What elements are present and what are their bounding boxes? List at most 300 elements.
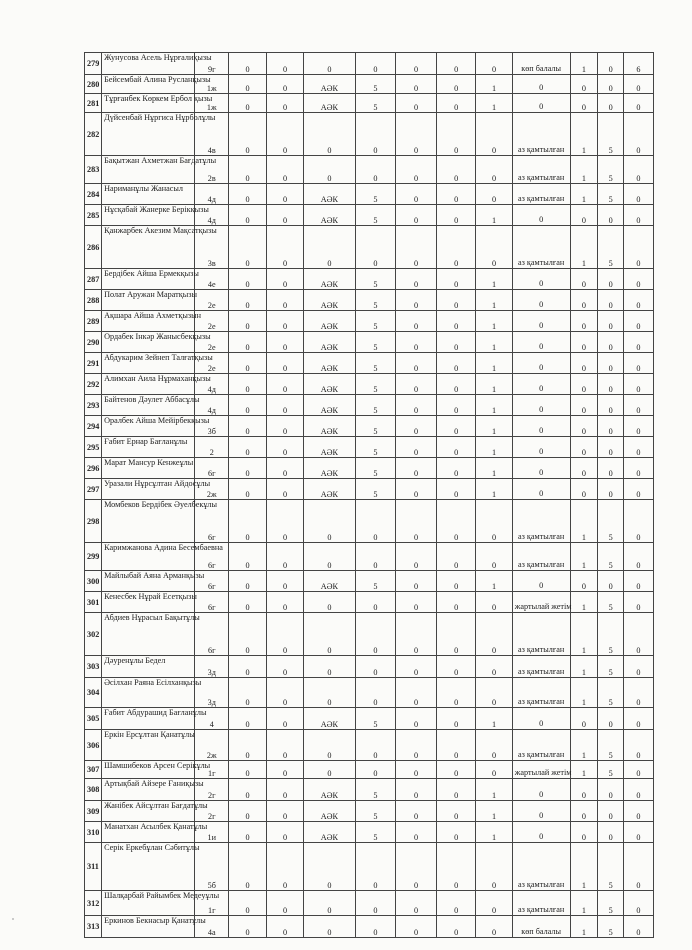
value-cell: 0: [570, 205, 598, 226]
value-cell: 0: [266, 678, 303, 708]
value-cell: 0: [229, 822, 266, 843]
value-cell: 0: [355, 678, 396, 708]
class-cell: 5б: [195, 843, 229, 891]
value-cell: 0: [436, 656, 476, 678]
value-cell: 0: [396, 891, 437, 916]
row-number: 302: [85, 613, 102, 656]
value-cell: 0: [436, 374, 476, 395]
class-cell: 2е: [195, 290, 229, 311]
value-cell: 1: [476, 311, 512, 332]
value-cell: 1: [570, 761, 598, 779]
value-cell: 0: [623, 113, 653, 156]
value-cell: 5: [598, 613, 624, 656]
value-cell: 0: [266, 708, 303, 730]
status-cell: көп балалы: [512, 53, 570, 75]
value-cell: 5: [598, 226, 624, 269]
value-cell: 5: [355, 75, 396, 94]
row-number: 304: [85, 678, 102, 708]
row-number: 303: [85, 656, 102, 678]
row-number: 291: [85, 353, 102, 374]
value-cell: 0: [436, 458, 476, 479]
student-name: Нариманұлы Жанасыл: [102, 184, 195, 205]
row-number: 312: [85, 891, 102, 916]
value-cell: 0: [598, 416, 624, 437]
value-cell: 0: [396, 916, 437, 938]
value-cell: 0: [623, 374, 653, 395]
status-cell: 0: [512, 374, 570, 395]
value-cell: 0: [623, 226, 653, 269]
value-cell: 0: [266, 94, 303, 113]
class-cell: 6г: [195, 543, 229, 571]
value-cell: 0: [266, 592, 303, 613]
value-cell: 0: [396, 94, 437, 113]
value-cell: 0: [436, 184, 476, 205]
status-cell: 0: [512, 75, 570, 94]
status-cell: 0: [512, 571, 570, 592]
status-cell: аз қамтылған: [512, 678, 570, 708]
value-cell: 0: [436, 269, 476, 290]
value-cell: АӘК: [304, 822, 355, 843]
student-name: Бақытжан Ахметжан Бағдатұлы: [102, 156, 195, 184]
value-cell: 0: [598, 332, 624, 353]
value-cell: 0: [570, 458, 598, 479]
table-row: [85, 113, 654, 156]
status-cell: 0: [512, 205, 570, 226]
value-cell: 0: [266, 458, 303, 479]
value-cell: 1: [476, 75, 512, 94]
student-name: Кенесбек Нұрай Есетқызы: [102, 592, 195, 613]
table-row: [85, 311, 654, 332]
value-cell: АӘК: [304, 290, 355, 311]
value-cell: 1: [476, 822, 512, 843]
value-cell: 5: [598, 656, 624, 678]
value-cell: 0: [623, 353, 653, 374]
value-cell: 0: [396, 416, 437, 437]
row-number: 298: [85, 500, 102, 543]
value-cell: 0: [229, 708, 266, 730]
value-cell: 0: [266, 779, 303, 801]
class-cell: 4д: [195, 374, 229, 395]
value-cell: 0: [623, 916, 653, 938]
value-cell: 0: [570, 290, 598, 311]
value-cell: 1: [476, 332, 512, 353]
value-cell: 0: [476, 916, 512, 938]
student-name: Артықбай Айзере Ғаниқызы: [102, 779, 195, 801]
value-cell: 5: [355, 353, 396, 374]
table-row: [85, 332, 654, 353]
value-cell: 0: [266, 500, 303, 543]
value-cell: 5: [598, 916, 624, 938]
class-cell: 6г: [195, 500, 229, 543]
value-cell: 0: [266, 843, 303, 891]
value-cell: 0: [229, 437, 266, 458]
student-name: Оралбек Айша Мейірбекқызы: [102, 416, 195, 437]
value-cell: 0: [436, 332, 476, 353]
student-name: Серік Еркебұлан Сәбитұлы: [102, 843, 195, 891]
value-cell: 0: [598, 374, 624, 395]
value-cell: 0: [355, 156, 396, 184]
value-cell: 0: [623, 843, 653, 891]
table-row: [85, 437, 654, 458]
value-cell: 0: [436, 761, 476, 779]
table-row: [85, 94, 654, 113]
value-cell: 0: [436, 416, 476, 437]
status-cell: аз қамтылған: [512, 184, 570, 205]
status-cell: аз қамтылған: [512, 656, 570, 678]
value-cell: 0: [229, 94, 266, 113]
value-cell: 0: [436, 891, 476, 916]
row-number: 308: [85, 779, 102, 801]
student-name: Ғабит Ернар Бағланұлы: [102, 437, 195, 458]
student-name: Алимхан Аила Нұрмаханқызы: [102, 374, 195, 395]
row-number: 306: [85, 730, 102, 761]
value-cell: 0: [396, 708, 437, 730]
value-cell: 0: [476, 613, 512, 656]
value-cell: 0: [570, 708, 598, 730]
value-cell: 0: [355, 113, 396, 156]
value-cell: 0: [266, 205, 303, 226]
value-cell: 0: [266, 395, 303, 416]
row-number: 280: [85, 75, 102, 94]
table-row: [85, 779, 654, 801]
value-cell: 0: [355, 843, 396, 891]
value-cell: 1: [476, 708, 512, 730]
value-cell: 1: [570, 730, 598, 761]
value-cell: 0: [396, 184, 437, 205]
value-cell: 0: [476, 891, 512, 916]
value-cell: 0: [304, 113, 355, 156]
value-cell: 0: [476, 730, 512, 761]
value-cell: 5: [355, 708, 396, 730]
class-cell: 2: [195, 437, 229, 458]
status-cell: 0: [512, 479, 570, 500]
table-row: [85, 891, 654, 916]
value-cell: 1: [570, 916, 598, 938]
value-cell: 0: [436, 205, 476, 226]
value-cell: 1: [570, 891, 598, 916]
table-row: [85, 479, 654, 500]
value-cell: 0: [266, 184, 303, 205]
value-cell: 0: [476, 678, 512, 708]
student-name: Нұсқабай Жанерке Берікқызы: [102, 205, 195, 226]
value-cell: 1: [476, 437, 512, 458]
student-name: Еркинов Бекнасыр Қанатұлы: [102, 916, 195, 938]
value-cell: 0: [229, 761, 266, 779]
value-cell: 0: [623, 656, 653, 678]
status-cell: 0: [512, 290, 570, 311]
student-name: Жанібек Айсұлтан Бағдатұлы: [102, 801, 195, 822]
row-number: 307: [85, 761, 102, 779]
table-row: [85, 843, 654, 891]
row-number: 299: [85, 543, 102, 571]
value-cell: 1: [570, 226, 598, 269]
student-name: Әсілхан Раяна Есілханқызы: [102, 678, 195, 708]
value-cell: 0: [229, 843, 266, 891]
value-cell: 0: [598, 458, 624, 479]
value-cell: 0: [623, 75, 653, 94]
value-cell: 0: [598, 75, 624, 94]
value-cell: 0: [598, 708, 624, 730]
value-cell: 0: [623, 779, 653, 801]
value-cell: 0: [623, 290, 653, 311]
class-cell: 1и: [195, 822, 229, 843]
value-cell: 0: [266, 374, 303, 395]
value-cell: АӘК: [304, 801, 355, 822]
value-cell: 0: [396, 374, 437, 395]
class-cell: 3б: [195, 416, 229, 437]
class-cell: 3в: [195, 226, 229, 269]
row-number: 283: [85, 156, 102, 184]
row-number: 309: [85, 801, 102, 822]
value-cell: 0: [229, 458, 266, 479]
student-name: Ғабит Абдурашид Бағланұлы: [102, 708, 195, 730]
value-cell: 0: [436, 53, 476, 75]
value-cell: 1: [476, 571, 512, 592]
value-cell: 0: [229, 730, 266, 761]
value-cell: 5: [355, 479, 396, 500]
value-cell: 1: [476, 94, 512, 113]
student-name: Майлыбай Аяна Арманқызы: [102, 571, 195, 592]
value-cell: 0: [266, 75, 303, 94]
value-cell: 0: [266, 269, 303, 290]
value-cell: 0: [229, 332, 266, 353]
value-cell: 0: [476, 656, 512, 678]
row-number: 290: [85, 332, 102, 353]
value-cell: 0: [396, 500, 437, 543]
value-cell: 0: [623, 708, 653, 730]
value-cell: 0: [355, 761, 396, 779]
row-number: 301: [85, 592, 102, 613]
value-cell: 0: [229, 916, 266, 938]
status-cell: аз қамтылған: [512, 891, 570, 916]
value-cell: 0: [623, 543, 653, 571]
table-row: [85, 374, 654, 395]
class-cell: 2г: [195, 779, 229, 801]
value-cell: 5: [598, 184, 624, 205]
value-cell: 0: [396, 290, 437, 311]
value-cell: 0: [598, 571, 624, 592]
value-cell: 0: [396, 822, 437, 843]
value-cell: 0: [476, 843, 512, 891]
value-cell: 0: [598, 822, 624, 843]
value-cell: 0: [396, 730, 437, 761]
class-cell: 3д: [195, 678, 229, 708]
student-name: Шалқарбай Райымбек Медеуұлы: [102, 891, 195, 916]
value-cell: 0: [396, 779, 437, 801]
value-cell: 5: [355, 290, 396, 311]
value-cell: 1: [476, 290, 512, 311]
value-cell: 1: [570, 543, 598, 571]
value-cell: 0: [570, 395, 598, 416]
value-cell: 0: [304, 916, 355, 938]
student-name: Бердібек Айша Ермекқызы: [102, 269, 195, 290]
value-cell: 0: [355, 656, 396, 678]
value-cell: 0: [304, 613, 355, 656]
value-cell: 0: [598, 801, 624, 822]
value-cell: 0: [229, 678, 266, 708]
table-row: [85, 290, 654, 311]
value-cell: 0: [623, 500, 653, 543]
value-cell: АӘК: [304, 437, 355, 458]
value-cell: 0: [436, 479, 476, 500]
status-cell: 0: [512, 779, 570, 801]
class-cell: 6г: [195, 571, 229, 592]
status-cell: 0: [512, 332, 570, 353]
value-cell: 1: [476, 479, 512, 500]
value-cell: 0: [436, 916, 476, 938]
value-cell: АӘК: [304, 353, 355, 374]
value-cell: 0: [229, 395, 266, 416]
value-cell: 0: [304, 730, 355, 761]
value-cell: 0: [476, 226, 512, 269]
student-name: Абдиев Нұрасыл Бақытұлы: [102, 613, 195, 656]
value-cell: 1: [570, 678, 598, 708]
value-cell: АӘК: [304, 184, 355, 205]
table-row: [85, 761, 654, 779]
value-cell: 0: [623, 184, 653, 205]
value-cell: 0: [623, 479, 653, 500]
value-cell: 0: [266, 479, 303, 500]
value-cell: 0: [229, 156, 266, 184]
table-row: [85, 592, 654, 613]
value-cell: 0: [436, 822, 476, 843]
value-cell: 0: [229, 891, 266, 916]
value-cell: 0: [396, 269, 437, 290]
value-cell: 0: [623, 678, 653, 708]
value-cell: 5: [355, 822, 396, 843]
value-cell: 1: [570, 500, 598, 543]
value-cell: 0: [598, 290, 624, 311]
value-cell: 5: [355, 374, 396, 395]
value-cell: 0: [436, 801, 476, 822]
value-cell: 0: [623, 205, 653, 226]
table-row: [85, 458, 654, 479]
class-cell: 4а: [195, 916, 229, 938]
row-number: 288: [85, 290, 102, 311]
value-cell: 0: [229, 779, 266, 801]
student-table: [84, 52, 654, 938]
value-cell: 0: [355, 891, 396, 916]
value-cell: 0: [229, 311, 266, 332]
value-cell: 0: [396, 353, 437, 374]
value-cell: 0: [266, 416, 303, 437]
value-cell: 5: [355, 437, 396, 458]
value-cell: 0: [396, 311, 437, 332]
value-cell: 0: [476, 500, 512, 543]
value-cell: 6: [623, 53, 653, 75]
value-cell: 0: [598, 437, 624, 458]
status-cell: аз қамтылған: [512, 113, 570, 156]
status-cell: аз қамтылған: [512, 226, 570, 269]
value-cell: 0: [623, 761, 653, 779]
value-cell: 0: [396, 75, 437, 94]
value-cell: 0: [476, 592, 512, 613]
table-row: [85, 156, 654, 184]
row-number: 295: [85, 437, 102, 458]
value-cell: 0: [229, 613, 266, 656]
class-cell: 1г: [195, 891, 229, 916]
value-cell: 0: [623, 416, 653, 437]
row-number: 305: [85, 708, 102, 730]
value-cell: 0: [266, 226, 303, 269]
value-cell: 0: [570, 437, 598, 458]
value-cell: 5: [355, 332, 396, 353]
value-cell: 0: [436, 613, 476, 656]
value-cell: 0: [229, 479, 266, 500]
value-cell: 0: [570, 822, 598, 843]
value-cell: 0: [570, 374, 598, 395]
value-cell: 0: [436, 226, 476, 269]
value-cell: 5: [355, 184, 396, 205]
value-cell: 0: [266, 53, 303, 75]
status-cell: 0: [512, 416, 570, 437]
student-name: Қанжарбек Акезим Мақсатқызы: [102, 226, 195, 269]
row-number: 285: [85, 205, 102, 226]
value-cell: 0: [229, 184, 266, 205]
value-cell: 0: [266, 613, 303, 656]
value-cell: 0: [623, 395, 653, 416]
student-name: Манатхан Асылбек Қанатұлы: [102, 822, 195, 843]
value-cell: 0: [436, 592, 476, 613]
value-cell: 0: [396, 53, 437, 75]
student-name: Момбеков Бердібек Әуелбекұлы: [102, 500, 195, 543]
value-cell: 0: [598, 53, 624, 75]
status-cell: 0: [512, 94, 570, 113]
value-cell: 0: [476, 156, 512, 184]
value-cell: 0: [229, 592, 266, 613]
status-cell: 0: [512, 437, 570, 458]
value-cell: 0: [355, 613, 396, 656]
value-cell: 5: [598, 156, 624, 184]
value-cell: 0: [266, 543, 303, 571]
row-number: 310: [85, 822, 102, 843]
status-cell: аз қамтылған: [512, 543, 570, 571]
value-cell: 0: [266, 801, 303, 822]
value-cell: 0: [304, 843, 355, 891]
row-number: 311: [85, 843, 102, 891]
value-cell: 0: [229, 205, 266, 226]
value-cell: 0: [570, 479, 598, 500]
table-row: [85, 822, 654, 843]
status-cell: жартылай жетім: [512, 761, 570, 779]
value-cell: 0: [598, 311, 624, 332]
value-cell: 0: [396, 226, 437, 269]
value-cell: 0: [304, 500, 355, 543]
value-cell: 5: [355, 416, 396, 437]
table-row: [85, 395, 654, 416]
value-cell: АӘК: [304, 311, 355, 332]
table-row: [85, 269, 654, 290]
value-cell: 0: [598, 94, 624, 113]
student-name: Ақшара Айша Ахметқызын: [102, 311, 195, 332]
value-cell: 0: [570, 311, 598, 332]
value-cell: 0: [229, 113, 266, 156]
class-cell: 2е: [195, 332, 229, 353]
value-cell: 1: [476, 395, 512, 416]
class-cell: 4д: [195, 184, 229, 205]
value-cell: 5: [598, 891, 624, 916]
row-number: 300: [85, 571, 102, 592]
status-cell: 0: [512, 395, 570, 416]
value-cell: 0: [623, 437, 653, 458]
value-cell: 0: [396, 479, 437, 500]
student-name: Абдукарим Зейнеп Талғатқызы: [102, 353, 195, 374]
value-cell: 0: [396, 395, 437, 416]
status-cell: 0: [512, 353, 570, 374]
value-cell: 0: [304, 53, 355, 75]
value-cell: 5: [598, 843, 624, 891]
value-cell: АӘК: [304, 779, 355, 801]
